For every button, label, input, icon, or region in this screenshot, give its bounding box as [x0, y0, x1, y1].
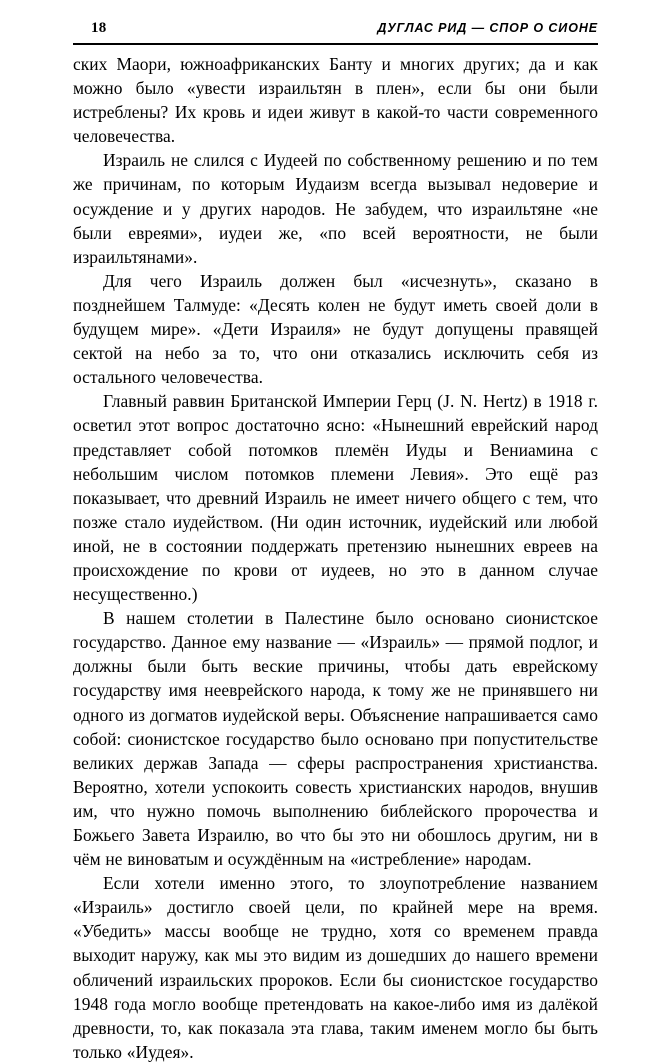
running-head-title: ДУГЛАС РИД — СПОР О СИОНЕ: [377, 21, 598, 35]
paragraph: Если хотели именно этого, то злоупотребление названием «Израиль» достигло своей цели, по крайней мере на время. «Убедить» массы вообще не трудно, хотя со временем правда выходит наружу, как мы это видим из дошедших до нашего времени обличений израильских пророков. Если бы сионистское государство 1948 года могло вообще претендовать на какое-либо имя из далёкой древности, то, как показала эта глава, таким именем могло бы быть только «Иудея».: [73, 873, 598, 1062]
paragraph: Израиль не слился с Иудеей по собственному решению и по тем же причинам, по которым Иудаизм всегда вызывал недоверие и осуждение и у других народов. Не забудем, что израильтяне «не были евреями», иудеи же, «по всей вероятности, не были израильтянами».: [73, 150, 598, 267]
header-rule: [73, 43, 598, 45]
running-head: [73, 20, 598, 40]
paragraph: ских Маори, южноафриканских Банту и многих других; да и как можно было «увести израильтян в плен», если бы они были истреблены? Их кровь и идеи живут в какой-то части современного человечества.: [73, 54, 598, 147]
paragraph: Главный раввин Британской Империи Герц (J. N. Hertz) в 1918 г. осветил этот вопрос достаточно ясно: «Нынешний еврейский народ представляет собой потомков племён Иуды и Вениамина с небольшим числом потомков племени Левия». Это ещё раз показывает, что древний Израиль не имеет ничего общего с тем, что позже стало иудейством. (Ни один источник, иудейский или любой иной, не в состоянии поддержать претензию нынешних евреев на происхождение по крови от иудеев, но это в данном случае несущественно.): [73, 391, 598, 605]
paragraph: В нашем столетии в Палестине было основано сионистское государство. Данное ему название — «Израиль» — прямой подлог, и должны были быть веские причины, чтобы дать еврейскому государству имя нееврейского народа, к тому же не принявшего ни одного из догматов иудейской веры. Объяснение напрашивается само собой: сионистское государство было основано при попустительстве великих держав Запада — сферы распространения христианства. Вероятно, хотели успокоить совесть христианских народов, внушив им, что нужно помочь выполнению библейского пророчества и Божьего Завета Израилю, во что бы это ни обошлось другим, ни в чём не виноватым и осуждённым на «истребление» народам.: [73, 608, 598, 870]
page-number: 18: [91, 20, 107, 36]
paragraph: Для чего Израиль должен был «исчезнуть», сказано в позднейшем Талмуде: «Десять колен не будут иметь своей доли в будущем мире». «Дети Израиля» не будут допущены правящей сектой на небо за то, что они отказались исключить себя из остального человечества.: [73, 270, 598, 388]
body-text: [73, 52, 598, 1064]
